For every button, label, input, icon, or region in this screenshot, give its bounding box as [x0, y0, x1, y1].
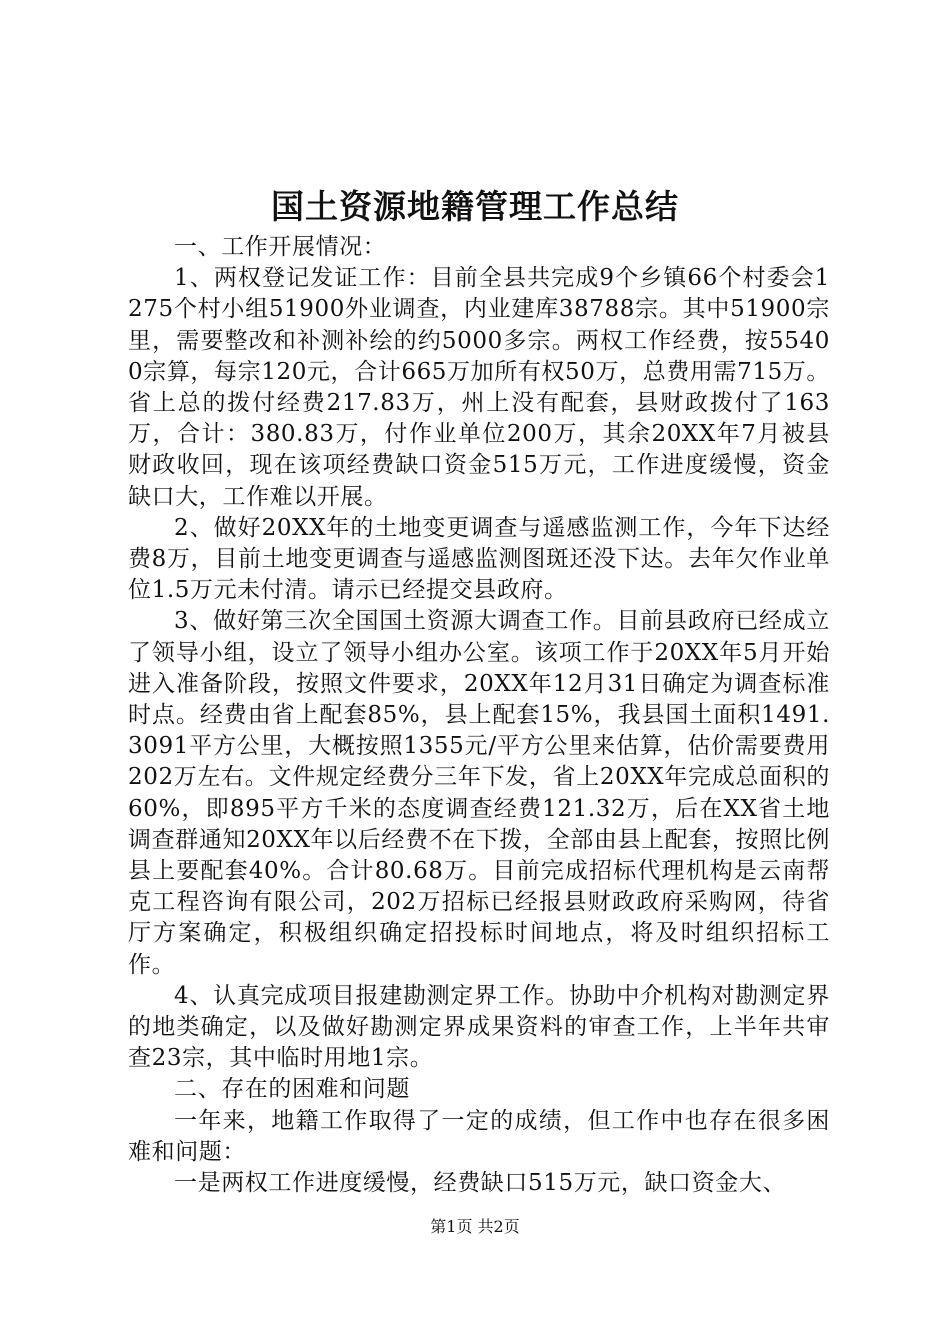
- paragraph-item-4: 4、认真完成项目报建勘测定界工作。协助中介机构对勘测定界的地类确定，以及做好勘测定界成果资料的审查工作，上半年共审查23宗，其中临时用地1宗。: [128, 982, 830, 1072]
- paragraph-item-1: 1、两权登记发证工作：目前全县共完成9个乡镇66个村委会1275个村小组51900外业调查，内业建库38788宗。其中51900宗里，需要整改和补测补绘的约5000多宗。两权工作经费，按55400宗算，每宗120元，合计665万加所有权50万，总费用需715万。省上总的拨付经费217.83万，州上没有配套，县财政拨付了163万，合计：380.83万，付作业单位200万，其余20XX年7月被县财政收回，现在该项经费缺口资金515万元，工作进度缓慢，资金缺口大，工作难以开展。: [128, 265, 830, 510]
- paragraph-item-3: 3、做好第三次全国国土资源大调查工作。目前县政府已经成立了领导小组，设立了领导小组办公室。该项工作于20XX年5月开始进入准备阶段，按照文件要求，20XX年12月31日确定为调查标准时点。经费由省上配套85%，县上配套15%，我县国土面积1491.3091平方公里，大概按照1355元/平方公里来估算，估价需要费用202万左右。文件规定经费分三年下发，省上20XX年完成总面积的60%，即895平方千米的态度调查经费121.32万，后在XX省土地调查群通知20XX年以后经费不在下拨，全部由县上配套，按照比例县上要配套40%。合计80.68万。目前完成招标代理机构是云南帮克工程咨询有限公司，202万招标已经报县财政政府采购网，待省厅方案确定，积极组织确定招投标时间地点，将及时组织招标工作。: [128, 608, 830, 978]
- page-number-footer: 第1页 共2页: [430, 1217, 520, 1236]
- paragraph-item-2: 2、做好20XX年的土地变更调查与遥感监测工作，今年下达经费8万，目前土地变更调查与遥感监测图斑还没下达。去年欠作业单位1.5万元未付清。请示已经提交县政府。: [128, 514, 830, 604]
- section-heading-problems: 二、存在的困难和问题: [174, 1076, 410, 1103]
- paragraph-problem-1: 一是两权工作进度缓慢，经费缺口515万元，缺口资金大、: [174, 1170, 787, 1197]
- paragraph-problems-intro: 一年来，地籍工作取得了一定的成绩，但工作中也存在很多困难和问题：: [128, 1107, 830, 1165]
- document-body: [128, 232, 830, 1199]
- section-heading-work-progress: 一、工作开展情况：: [174, 234, 387, 260]
- document-title: 国土资源地籍管理工作总结: [271, 187, 679, 226]
